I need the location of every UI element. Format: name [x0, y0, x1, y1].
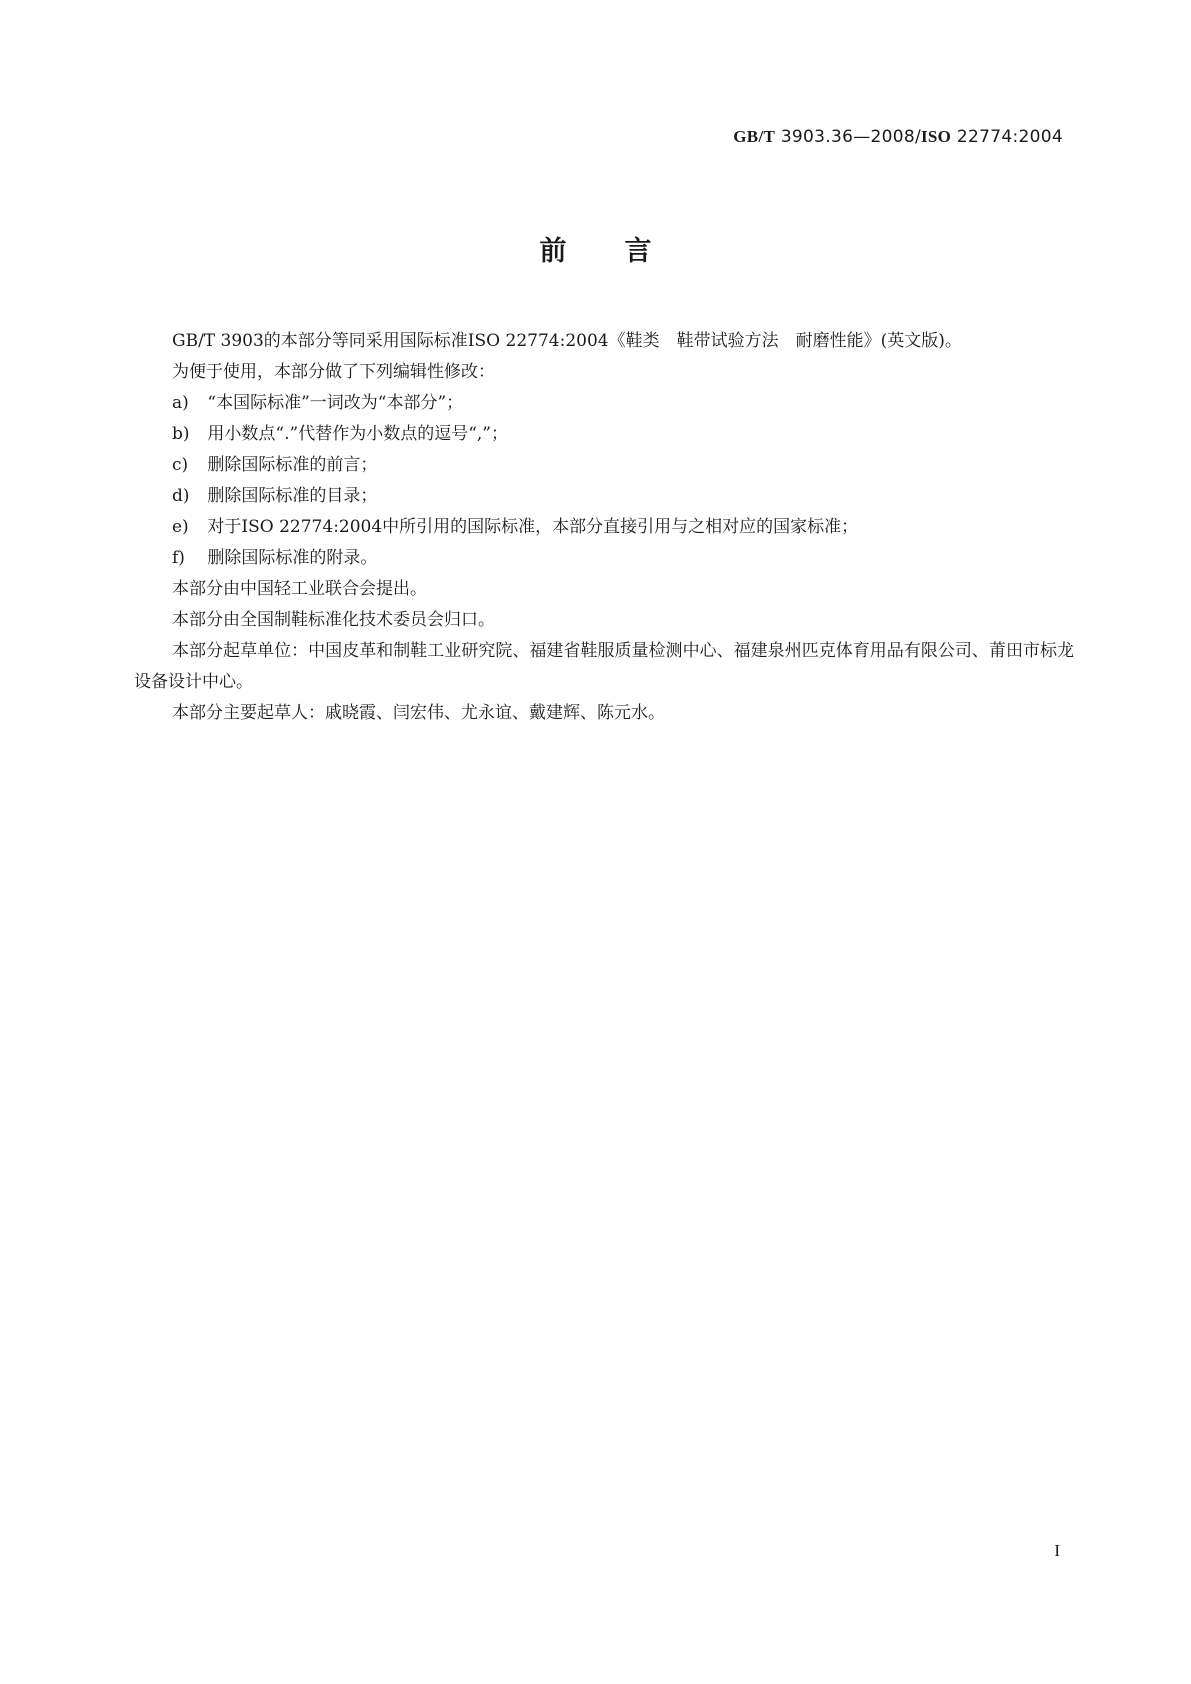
list-item: [134, 450, 1074, 481]
list-item-marker: a): [172, 393, 189, 413]
list-item-text: “本国际标准”一词改为“本部分”；: [207, 393, 464, 413]
foreword-body: [134, 326, 1074, 729]
page-number: I: [1054, 1541, 1060, 1560]
list-item: [134, 481, 1074, 512]
list-item-text: 删除国际标准的前言；: [207, 455, 378, 475]
standard-code-prefix: GB/T: [733, 127, 776, 146]
list-item: [134, 419, 1074, 450]
list-item: [134, 388, 1074, 419]
proposed-by-paragraph: 本部分由中国轻工业联合会提出。: [172, 579, 427, 599]
list-item-text: 删除国际标准的目录；: [207, 486, 378, 506]
list-item: [134, 512, 1074, 543]
drafters-paragraph: 本部分主要起草人：戚晓霞、闫宏伟、尤永谊、戴建辉、陈元水。: [172, 703, 665, 723]
list-item: [134, 543, 1074, 574]
list-item-text: 删除国际标准的附录。: [207, 548, 378, 568]
standard-code-number: 3903.36—2008/: [775, 127, 922, 147]
list-item-text: 用小数点“.”代替作为小数点的逗号“,”；: [207, 424, 508, 444]
list-item-marker: b): [172, 424, 190, 444]
list-item-marker: c): [172, 455, 189, 475]
list-item-marker: d): [172, 486, 190, 506]
iso-code-number: 22774:2004: [951, 127, 1063, 147]
centralized-by-paragraph: 本部分由全国制鞋标准化技术委员会归口。: [172, 610, 495, 630]
list-item-marker: e): [172, 517, 189, 537]
list-item-text: 对于ISO 22774:2004中所引用的国际标准，本部分直接引用与之相对应的国家标准；: [207, 517, 859, 537]
page-title: 前言: [539, 236, 710, 267]
list-item-marker: f): [172, 548, 185, 568]
iso-code-prefix: ISO: [921, 127, 952, 146]
edit-intro-paragraph: 为便于使用，本部分做了下列编辑性修改：: [172, 362, 495, 382]
intro-paragraph: GB/T 3903的本部分等同采用国际标准ISO 22774:2004《鞋类 鞋带试验方法 耐磨性能》(英文版)。: [172, 331, 962, 351]
drafting-units-paragraph: 本部分起草单位：中国皮革和制鞋工业研究院、福建省鞋服质量检测中心、福建泉州匹克体育用品有限公司、莆田市标龙设备设计中心。: [134, 641, 1074, 692]
standard-code-header: [733, 127, 1063, 147]
